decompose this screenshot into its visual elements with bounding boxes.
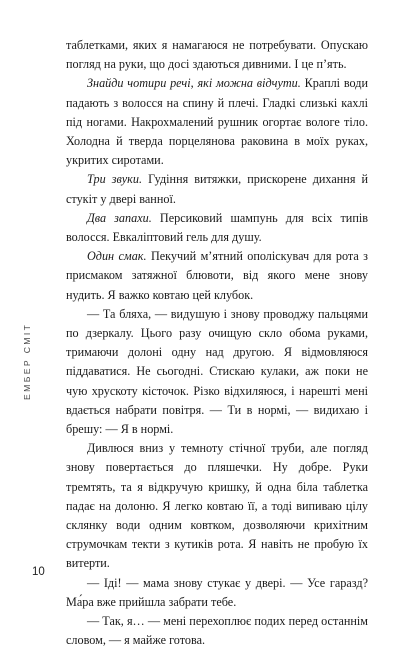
paragraph: [66, 74, 368, 170]
paragraph-italic-lead: Один смак.: [87, 249, 147, 264]
paragraph-text: Гудіння витяжки, прискорене дихання й стукіт у двері ванної.: [66, 172, 368, 206]
running-head-author: ЕМБЕР СМІТ: [22, 322, 32, 400]
paragraph-text: — Так, я… — мені перехоплює подих перед останнім словом, — я майже готова.: [66, 614, 368, 648]
paragraph-italic-lead: Два запахи.: [87, 210, 152, 225]
paragraph: [66, 439, 368, 573]
paragraph: [66, 36, 368, 74]
paragraph: [66, 209, 368, 247]
paragraph-text: — Іді! — мама знову стукає у двері. — Усе гаразд? Ма́ра вже прийшла забрати тебе.: [66, 575, 368, 609]
paragraph-text: — Та бляха, — видушую і знову проводжу пальцями по дзеркалу. Цього разу очищую скло обома руками, тримаючи долоні одну над другою. Я відмовляюся піддаватися. Не сьогодні. Стискаю кулаки, аж поки не чую хрускоту кісточок. Різко відхиляюся, і нарешті мені вдається набрати повітря. — Ти в нормі, — видихаю і брешу: — Я в нормі.: [66, 306, 368, 437]
paragraph: [66, 247, 368, 305]
paragraph-text: таблетками, яких я намагаюся не потребувати. Опускаю погляд на руки, що досі здаються дивними. І це п’ять.: [66, 38, 368, 72]
body-text: [66, 36, 368, 651]
paragraph-text: Пекучий м’ятний ополіскувач для рота з присмаком затяжної блювоти, від якого мене знову нудить. Я важко ковтаю цей клубок.: [66, 249, 368, 302]
page-number: 10: [32, 566, 45, 578]
paragraph-italic-lead: Три звуки.: [87, 172, 143, 187]
paragraph: [66, 305, 368, 439]
paragraph: [66, 574, 368, 612]
paragraph: [66, 612, 368, 650]
paragraph-text: Краплі води падають з волосся на спину й плечі. Гладкі слизькі кахлі під ногами. Накрохмалений рушник огортає вологе тіло. Холодна й тверда порцелянова раковина в моїх руках, укритих сиротами.: [66, 76, 368, 168]
paragraph-text: Дивлюся вниз у темноту стічної труби, але погляд знову повертається до пляшечки. Ну добре. Руки тремтять, та я відкручую кришку, й одна біла таблетка падає на долоню. Я легко ковтаю її, а тоді випиваю цілу склянку води одним ковтком, дозволяючи крихітним струмочкам текти з кутиків рота. Я навіть не пробую їх витерти.: [66, 441, 368, 571]
paragraph-italic-lead: Знайди чотири речі, які можна відчути.: [87, 76, 301, 91]
paragraph-text: Персиковий шампунь для всіх типів волосся. Евкаліптовий гель для душу.: [66, 210, 368, 245]
paragraph: [66, 170, 368, 208]
